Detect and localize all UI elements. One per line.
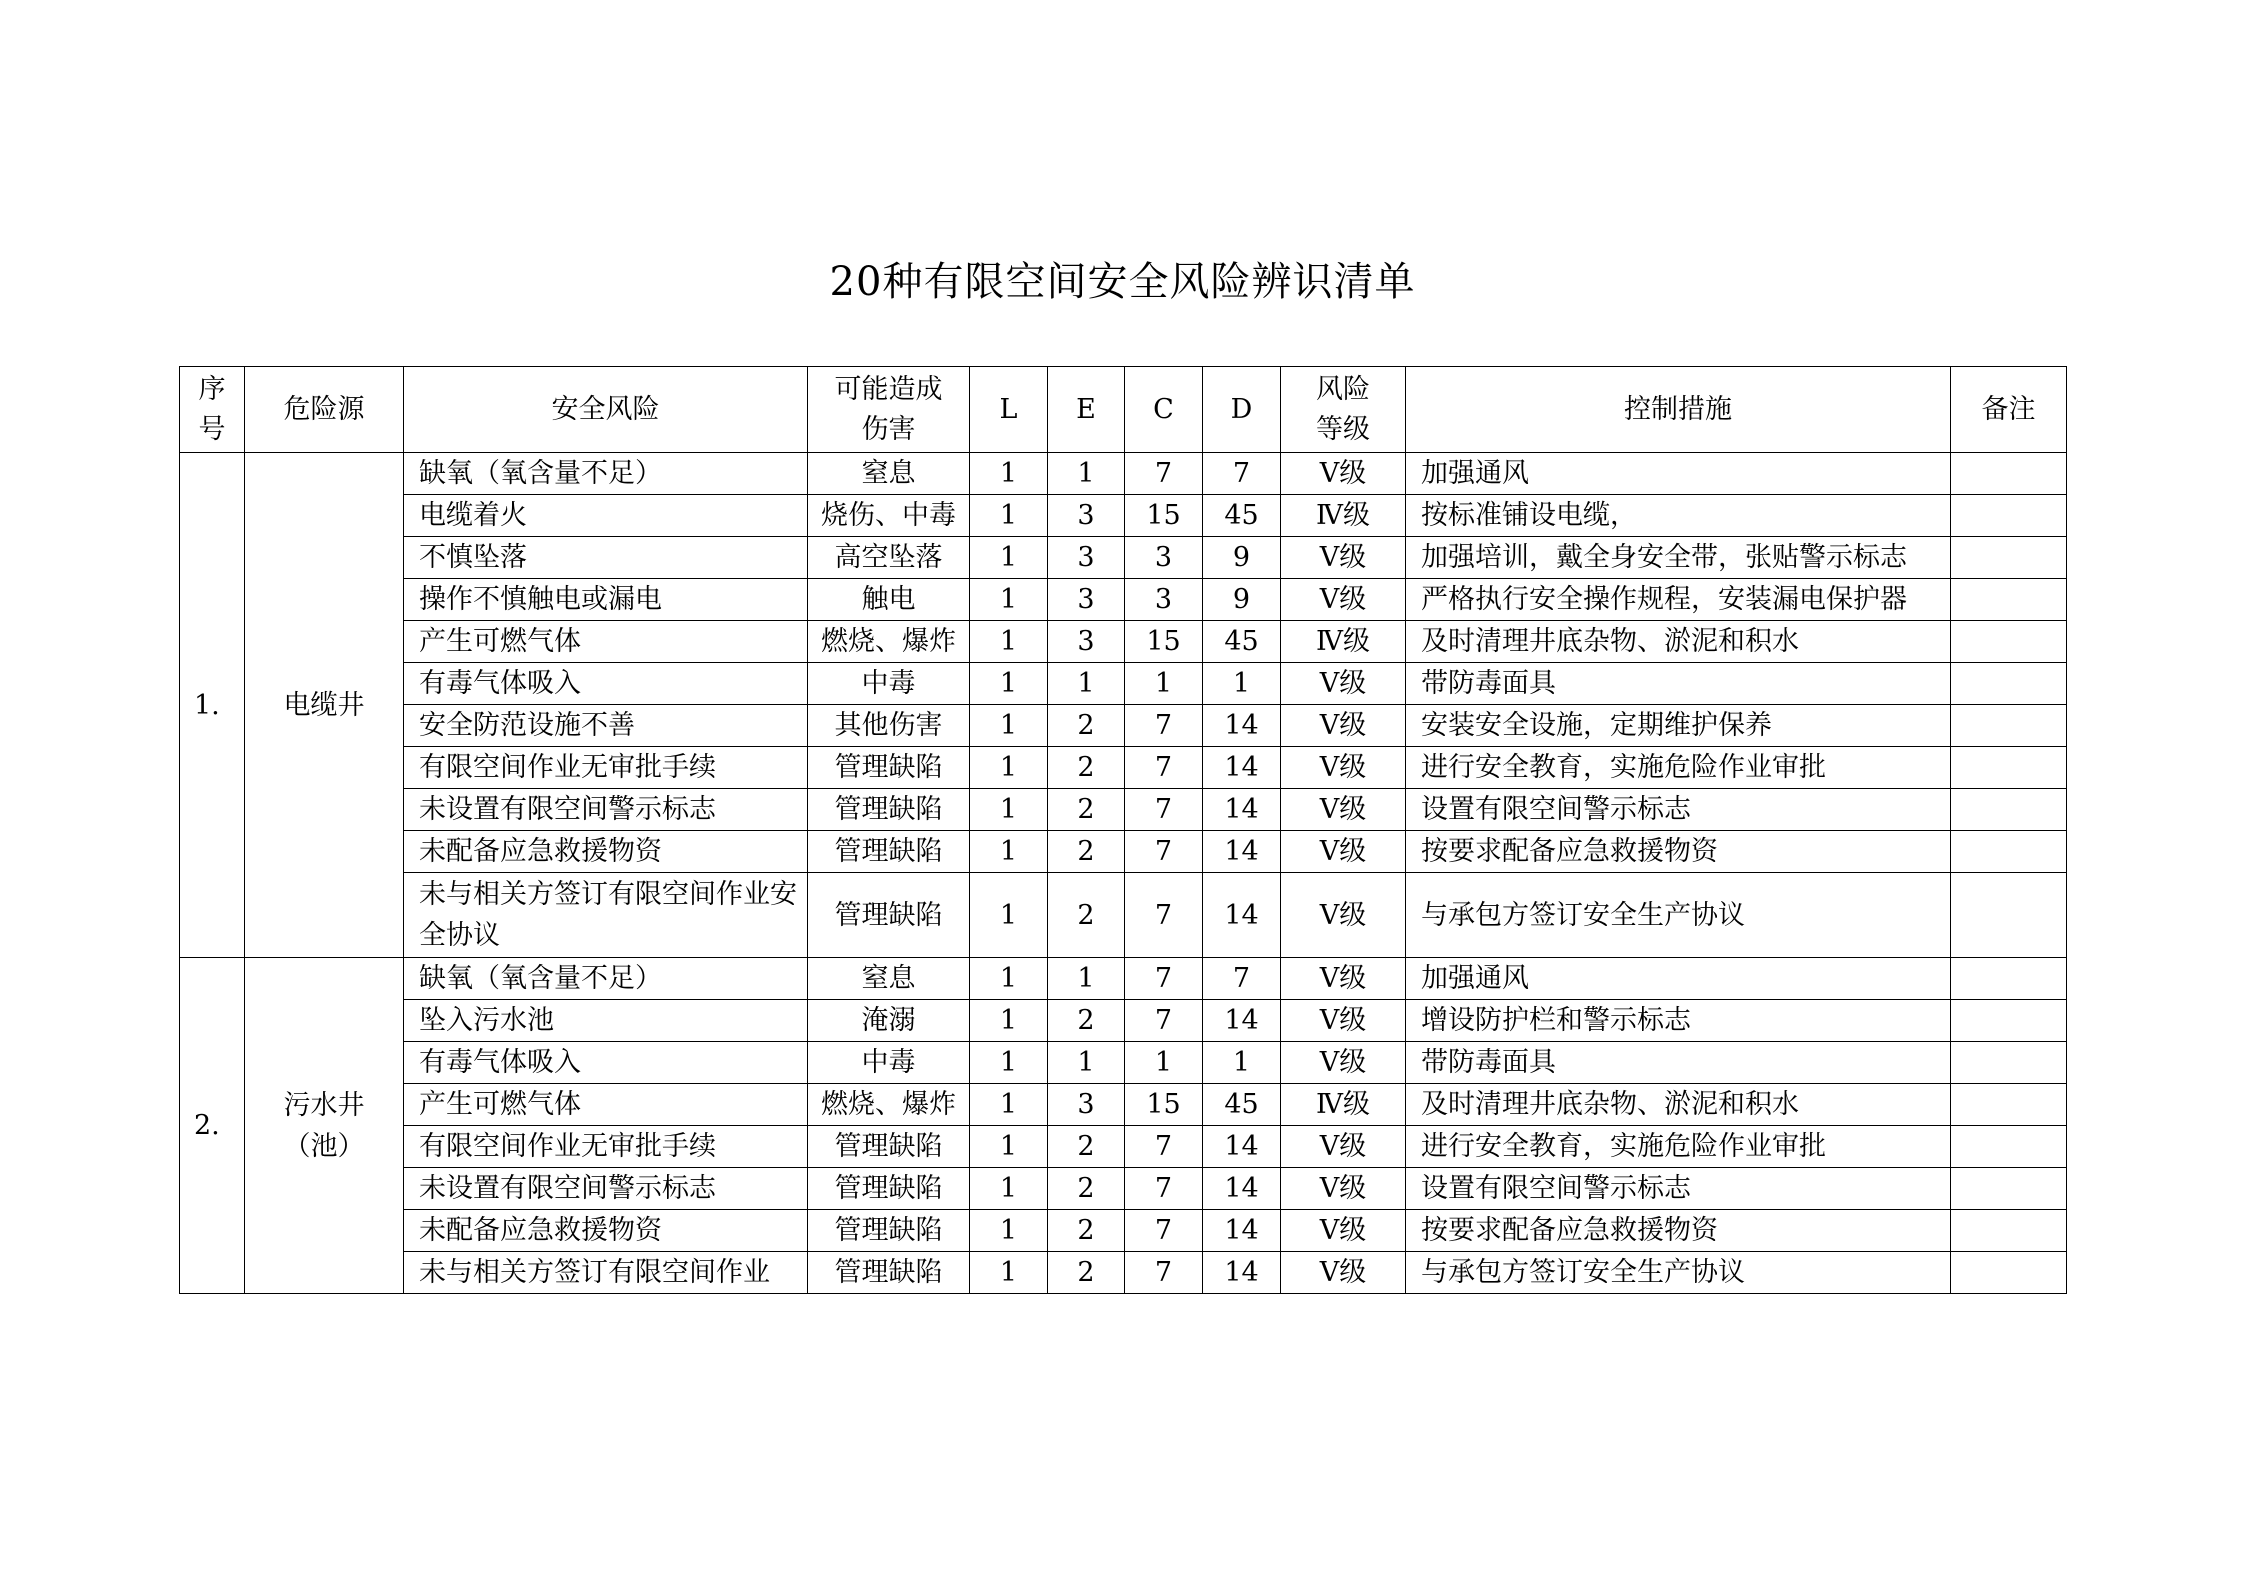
cell-harm: 窒息 <box>808 958 970 1000</box>
cell-harm: 窒息 <box>808 453 970 495</box>
table-row <box>180 873 2067 958</box>
header-control: 控制措施 <box>1406 367 1951 453</box>
cell-l: 1 <box>970 1042 1048 1084</box>
cell-control: 加强通风 <box>1406 453 1951 495</box>
cell-remark <box>1951 1042 2067 1084</box>
cell-remark <box>1951 873 2067 958</box>
cell-harm: 中毒 <box>808 663 970 705</box>
cell-remark <box>1951 747 2067 789</box>
cell-risk: 未配备应急救援物资 <box>404 1210 808 1252</box>
cell-d: 14 <box>1203 831 1281 873</box>
cell-seq: 2. <box>180 958 245 1294</box>
cell-level: Ⅴ级 <box>1281 1000 1406 1042</box>
cell-l: 1 <box>970 537 1048 579</box>
cell-hazard <box>245 453 404 958</box>
cell-seq: 1. <box>180 453 245 958</box>
cell-control: 设置有限空间警示标志 <box>1406 1168 1951 1210</box>
cell-l: 1 <box>970 1126 1048 1168</box>
header-hazard: 危险源 <box>245 367 404 453</box>
header-d: D <box>1203 367 1281 453</box>
cell-c: 1 <box>1125 663 1203 705</box>
cell-l: 1 <box>970 495 1048 537</box>
table-row <box>180 621 2067 663</box>
cell-risk: 未设置有限空间警示标志 <box>404 789 808 831</box>
cell-d: 14 <box>1203 1210 1281 1252</box>
cell-harm: 中毒 <box>808 1042 970 1084</box>
cell-control: 带防毒面具 <box>1406 1042 1951 1084</box>
cell-harm: 烧伤、中毒 <box>808 495 970 537</box>
cell-risk: 有毒气体吸入 <box>404 1042 808 1084</box>
cell-control: 及时清理井底杂物、淤泥和积水 <box>1406 621 1951 663</box>
cell-hazard <box>245 958 404 1294</box>
cell-risk: 有限空间作业无审批手续 <box>404 1126 808 1168</box>
cell-harm: 管理缺陷 <box>808 1210 970 1252</box>
cell-risk: 有毒气体吸入 <box>404 663 808 705</box>
cell-control: 加强培训，戴全身安全带，张贴警示标志 <box>1406 537 1951 579</box>
cell-harm: 燃烧、爆炸 <box>808 1084 970 1126</box>
cell-d: 1 <box>1203 663 1281 705</box>
cell-d: 45 <box>1203 621 1281 663</box>
cell-d: 14 <box>1203 747 1281 789</box>
cell-e: 1 <box>1048 958 1125 1000</box>
cell-remark <box>1951 537 2067 579</box>
cell-l: 1 <box>970 958 1048 1000</box>
cell-hazard-text: 电缆井 <box>283 689 365 721</box>
cell-d: 14 <box>1203 789 1281 831</box>
cell-remark <box>1951 621 2067 663</box>
cell-l: 1 <box>970 453 1048 495</box>
cell-risk: 有限空间作业无审批手续 <box>404 747 808 789</box>
cell-d: 14 <box>1203 1252 1281 1294</box>
header-l: L <box>970 367 1048 453</box>
cell-d: 14 <box>1203 705 1281 747</box>
cell-level: Ⅴ级 <box>1281 789 1406 831</box>
cell-l: 1 <box>970 621 1048 663</box>
cell-risk: 未配备应急救援物资 <box>404 831 808 873</box>
cell-e: 2 <box>1048 1210 1125 1252</box>
cell-l: 1 <box>970 747 1048 789</box>
cell-harm: 管理缺陷 <box>808 873 970 958</box>
cell-remark <box>1951 1000 2067 1042</box>
table-row <box>180 705 2067 747</box>
cell-risk: 产生可燃气体 <box>404 621 808 663</box>
cell-remark <box>1951 495 2067 537</box>
cell-d: 45 <box>1203 495 1281 537</box>
cell-e: 2 <box>1048 1000 1125 1042</box>
cell-control: 安装安全设施，定期维护保养 <box>1406 705 1951 747</box>
cell-e: 3 <box>1048 621 1125 663</box>
header-seq: 序号 <box>180 367 245 453</box>
cell-e: 2 <box>1048 789 1125 831</box>
header-harm: 可能造成伤害 <box>808 367 970 453</box>
cell-c: 7 <box>1125 453 1203 495</box>
cell-d: 14 <box>1203 873 1281 958</box>
cell-l: 1 <box>970 789 1048 831</box>
cell-e: 2 <box>1048 705 1125 747</box>
table-row <box>180 537 2067 579</box>
cell-c: 7 <box>1125 1252 1203 1294</box>
table-row <box>180 958 2067 1000</box>
cell-remark <box>1951 1210 2067 1252</box>
header-e: E <box>1048 367 1125 453</box>
table-row <box>180 495 2067 537</box>
cell-d: 1 <box>1203 1042 1281 1084</box>
table-row <box>180 1168 2067 1210</box>
cell-risk: 缺氧（氧含量不足） <box>404 453 808 495</box>
cell-level: Ⅳ级 <box>1281 495 1406 537</box>
table-row <box>180 579 2067 621</box>
header-c: C <box>1125 367 1203 453</box>
header-row <box>180 367 2067 453</box>
cell-e: 1 <box>1048 663 1125 705</box>
cell-e: 3 <box>1048 1084 1125 1126</box>
cell-level: Ⅴ级 <box>1281 1042 1406 1084</box>
cell-risk: 安全防范设施不善 <box>404 705 808 747</box>
cell-remark <box>1951 1126 2067 1168</box>
cell-e: 2 <box>1048 831 1125 873</box>
cell-e: 1 <box>1048 1042 1125 1084</box>
table-row <box>180 453 2067 495</box>
table-row <box>180 1084 2067 1126</box>
cell-remark <box>1951 831 2067 873</box>
cell-control: 与承包方签订安全生产协议 <box>1406 1252 1951 1294</box>
cell-level: Ⅴ级 <box>1281 1168 1406 1210</box>
cell-l: 1 <box>970 663 1048 705</box>
cell-remark <box>1951 958 2067 1000</box>
table-row <box>180 1252 2067 1294</box>
cell-risk: 不慎坠落 <box>404 537 808 579</box>
cell-c: 3 <box>1125 537 1203 579</box>
cell-harm: 管理缺陷 <box>808 789 970 831</box>
cell-risk: 缺氧（氧含量不足） <box>404 958 808 1000</box>
cell-control: 进行安全教育，实施危险作业审批 <box>1406 747 1951 789</box>
cell-level: Ⅳ级 <box>1281 1084 1406 1126</box>
cell-level: Ⅴ级 <box>1281 1252 1406 1294</box>
cell-c: 15 <box>1125 1084 1203 1126</box>
table-row <box>180 1042 2067 1084</box>
cell-control: 进行安全教育，实施危险作业审批 <box>1406 1126 1951 1168</box>
cell-harm: 燃烧、爆炸 <box>808 621 970 663</box>
cell-level: Ⅴ级 <box>1281 1126 1406 1168</box>
cell-risk: 操作不慎触电或漏电 <box>404 579 808 621</box>
cell-c: 7 <box>1125 1210 1203 1252</box>
cell-c: 7 <box>1125 958 1203 1000</box>
cell-level: Ⅴ级 <box>1281 1210 1406 1252</box>
risk-table <box>179 366 2067 1294</box>
cell-control: 设置有限空间警示标志 <box>1406 789 1951 831</box>
cell-d: 9 <box>1203 537 1281 579</box>
cell-e: 2 <box>1048 1252 1125 1294</box>
cell-c: 7 <box>1125 1168 1203 1210</box>
cell-c: 7 <box>1125 789 1203 831</box>
cell-level: Ⅴ级 <box>1281 831 1406 873</box>
cell-level: Ⅳ级 <box>1281 621 1406 663</box>
cell-control: 按要求配备应急救援物资 <box>1406 831 1951 873</box>
cell-l: 1 <box>970 1168 1048 1210</box>
cell-c: 7 <box>1125 873 1203 958</box>
cell-risk: 产生可燃气体 <box>404 1084 808 1126</box>
table-row <box>180 747 2067 789</box>
cell-risk: 未与相关方签订有限空间作业安全协议 <box>404 873 808 958</box>
cell-harm: 管理缺陷 <box>808 747 970 789</box>
cell-level: Ⅴ级 <box>1281 705 1406 747</box>
cell-c: 1 <box>1125 1042 1203 1084</box>
table-row <box>180 1000 2067 1042</box>
cell-harm: 管理缺陷 <box>808 1252 970 1294</box>
cell-l: 1 <box>970 579 1048 621</box>
cell-c: 15 <box>1125 621 1203 663</box>
cell-harm: 淹溺 <box>808 1000 970 1042</box>
cell-remark <box>1951 579 2067 621</box>
cell-c: 7 <box>1125 1126 1203 1168</box>
table-row <box>180 1210 2067 1252</box>
cell-harm: 其他伤害 <box>808 705 970 747</box>
cell-risk: 电缆着火 <box>404 495 808 537</box>
cell-level: Ⅴ级 <box>1281 579 1406 621</box>
cell-l: 1 <box>970 831 1048 873</box>
cell-hazard-text: 污水井（池） <box>283 1089 365 1162</box>
cell-harm: 触电 <box>808 579 970 621</box>
cell-d: 14 <box>1203 1000 1281 1042</box>
cell-level: Ⅴ级 <box>1281 747 1406 789</box>
cell-harm: 管理缺陷 <box>808 1168 970 1210</box>
table-row <box>180 1126 2067 1168</box>
cell-e: 1 <box>1048 453 1125 495</box>
cell-remark <box>1951 1084 2067 1126</box>
cell-e: 2 <box>1048 873 1125 958</box>
cell-remark <box>1951 663 2067 705</box>
cell-control: 严格执行安全操作规程，安装漏电保护器 <box>1406 579 1951 621</box>
cell-d: 7 <box>1203 958 1281 1000</box>
cell-remark <box>1951 1168 2067 1210</box>
cell-risk: 未设置有限空间警示标志 <box>404 1168 808 1210</box>
cell-d: 14 <box>1203 1168 1281 1210</box>
cell-control: 按要求配备应急救援物资 <box>1406 1210 1951 1252</box>
cell-e: 2 <box>1048 1126 1125 1168</box>
page-title: 20种有限空间安全风险辨识清单 <box>829 259 1416 305</box>
cell-c: 7 <box>1125 1000 1203 1042</box>
cell-control: 及时清理井底杂物、淤泥和积水 <box>1406 1084 1951 1126</box>
cell-level: Ⅴ级 <box>1281 453 1406 495</box>
cell-harm: 高空坠落 <box>808 537 970 579</box>
cell-d: 9 <box>1203 579 1281 621</box>
header-level: 风险等级 <box>1281 367 1406 453</box>
cell-control: 加强通风 <box>1406 958 1951 1000</box>
cell-c: 7 <box>1125 831 1203 873</box>
cell-l: 1 <box>970 705 1048 747</box>
cell-d: 7 <box>1203 453 1281 495</box>
cell-e: 2 <box>1048 747 1125 789</box>
cell-level: Ⅴ级 <box>1281 958 1406 1000</box>
cell-c: 15 <box>1125 495 1203 537</box>
header-risk: 安全风险 <box>404 367 808 453</box>
cell-control: 按标准铺设电缆， <box>1406 495 1951 537</box>
cell-l: 1 <box>970 1252 1048 1294</box>
cell-d: 45 <box>1203 1084 1281 1126</box>
cell-harm: 管理缺陷 <box>808 831 970 873</box>
cell-e: 2 <box>1048 1168 1125 1210</box>
cell-control: 带防毒面具 <box>1406 663 1951 705</box>
cell-level: Ⅴ级 <box>1281 537 1406 579</box>
cell-c: 7 <box>1125 747 1203 789</box>
cell-e: 3 <box>1048 579 1125 621</box>
cell-l: 1 <box>970 1210 1048 1252</box>
cell-remark <box>1951 789 2067 831</box>
cell-c: 7 <box>1125 705 1203 747</box>
cell-risk: 坠入污水池 <box>404 1000 808 1042</box>
cell-e: 3 <box>1048 495 1125 537</box>
cell-harm: 管理缺陷 <box>808 1126 970 1168</box>
cell-l: 1 <box>970 1000 1048 1042</box>
cell-remark <box>1951 705 2067 747</box>
cell-level: Ⅴ级 <box>1281 663 1406 705</box>
cell-d: 14 <box>1203 1126 1281 1168</box>
cell-e: 3 <box>1048 537 1125 579</box>
cell-l: 1 <box>970 873 1048 958</box>
table-row <box>180 831 2067 873</box>
cell-l: 1 <box>970 1084 1048 1126</box>
table-row <box>180 789 2067 831</box>
cell-risk: 未与相关方签订有限空间作业 <box>404 1252 808 1294</box>
header-remark: 备注 <box>1951 367 2067 453</box>
cell-remark <box>1951 1252 2067 1294</box>
cell-control: 与承包方签订安全生产协议 <box>1406 873 1951 958</box>
table-row <box>180 663 2067 705</box>
cell-level: Ⅴ级 <box>1281 873 1406 958</box>
cell-control: 增设防护栏和警示标志 <box>1406 1000 1951 1042</box>
cell-remark <box>1951 453 2067 495</box>
cell-c: 3 <box>1125 579 1203 621</box>
